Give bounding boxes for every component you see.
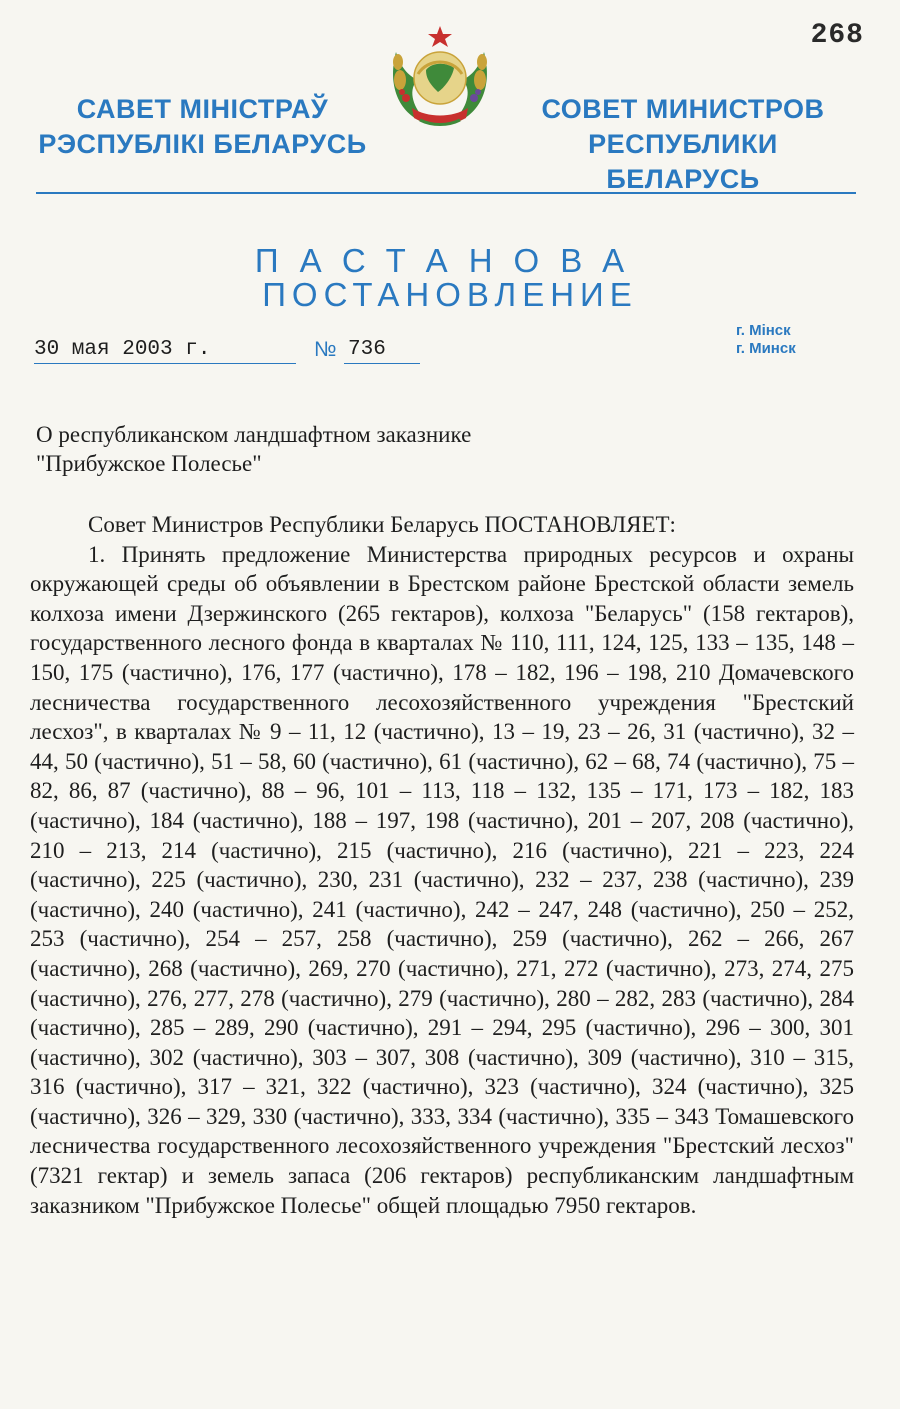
emblem-star-icon xyxy=(428,26,452,47)
header-right xyxy=(508,92,858,197)
header-right-line2: РЕСПУБЛИКИ БЕЛАРУСЬ xyxy=(588,129,778,194)
header-left-line1: САВЕТ МІНІСТРАЎ xyxy=(76,94,329,124)
header-left-line2: РЭСПУБЛІКІ БЕЛАРУСЬ xyxy=(38,129,367,159)
header-left xyxy=(30,92,375,162)
document-title xyxy=(36,420,636,478)
city-russian: г. Минск xyxy=(736,340,796,357)
document-title-line2: "Прибужское Полесье" xyxy=(36,451,262,476)
doc-type-russian: ПОСТАНОВЛЕНИЕ xyxy=(262,276,638,313)
doc-type-belarusian: ПАСТАНОВА xyxy=(254,242,646,279)
document-number: 736 xyxy=(344,338,420,364)
document-number-label: № xyxy=(314,338,337,361)
header-right-line1: СОВЕТ МИНИСТРОВ xyxy=(541,94,825,124)
document-body xyxy=(30,510,854,1220)
city-belarusian: г. Мінск xyxy=(736,322,791,339)
header-divider xyxy=(36,192,856,194)
document-title-line1: О республиканском ландшафтном заказнике xyxy=(36,422,472,447)
document-date: 30 мая 2003 г. xyxy=(34,338,296,364)
body-intro: Совет Министров Республики Беларусь ПОСТАНОВЛЯЕТ: xyxy=(88,512,676,537)
page-number: 268 xyxy=(810,20,864,51)
state-emblem-icon xyxy=(382,22,498,134)
body-item-1: 1. Принять предложение Министерства природных ресурсов и охраны окружающей среды об объявлении в Брестском районе Брестской области земель колхоза имени Дзержинского (265 гектаров), колхоза "Беларусь" (158 гектаров), государственного лесного фонда в кварталах № 110, 111, 124, 125, 133 – 135, 148 – 150, 175 (частично), 176, 177 (частично), 178 – 182, 196 – 198, 210 Домачевского лесничества государственного лесохозяйственного учреждения "Брестский лесхоз", в кварталах № 9 – 11, 12 (частично), 13 – 19, 23 – 26, 31 (частично), 32 – 44, 50 (частично), 51 – 58, 60 (частично), 61 (частично), 62 – 68, 74 (частично), 75 – 82, 86, 87 (частично), 88 – 96, 101 – 113, 118 – 132, 135 – 171, 173 – 182, 183 (частично), 184 (частично), 188 – 197, 198 (частично), 201 – 207, 208 (частично), 210 – 213, 214 (частично), 215 (частично), 216 (частично), 221 – 223, 224 (частично), 225 (частично), 230, 231 (частично), 232 – 237, 238 (частично), 239 (частично), 240 (частично), 241 (частично), 242 – 247, 248 (частично), 250 – 252, 253 (частично), 254 – 257, 258 (частично), 259 (частично), 262 – 266, 267 (частично), 268 (частично), 269, 270 (частично), 271, 272 (частично), 273, 274, 275 (частично), 276, 277, 278 (частично), 279 (частично), 280 – 282, 283 (частично), 284 (частично), 285 – 289, 290 (частично), 291 – 294, 295 (частично), 296 – 300, 301 (частично), 302 (частично), 303 – 307, 308 (частично), 309 (частично), 310 – 315, 316 (частично), 317 – 321, 322 (частично), 323 (частично), 324 (частично), 325 (частично), 326 – 329, 330 (частично), 333, 334 (частично), 335 – 343 Томашевского лесничества государственного лесохозяйственного учреждения "Брестский лесхоз" (7321 гектар) и земель запаса (206 гектаров) республиканским ландшафтным заказником "Прибужское Полесье" общей площадью 7950 гектаров. xyxy=(30,541,854,1218)
city xyxy=(736,322,796,358)
